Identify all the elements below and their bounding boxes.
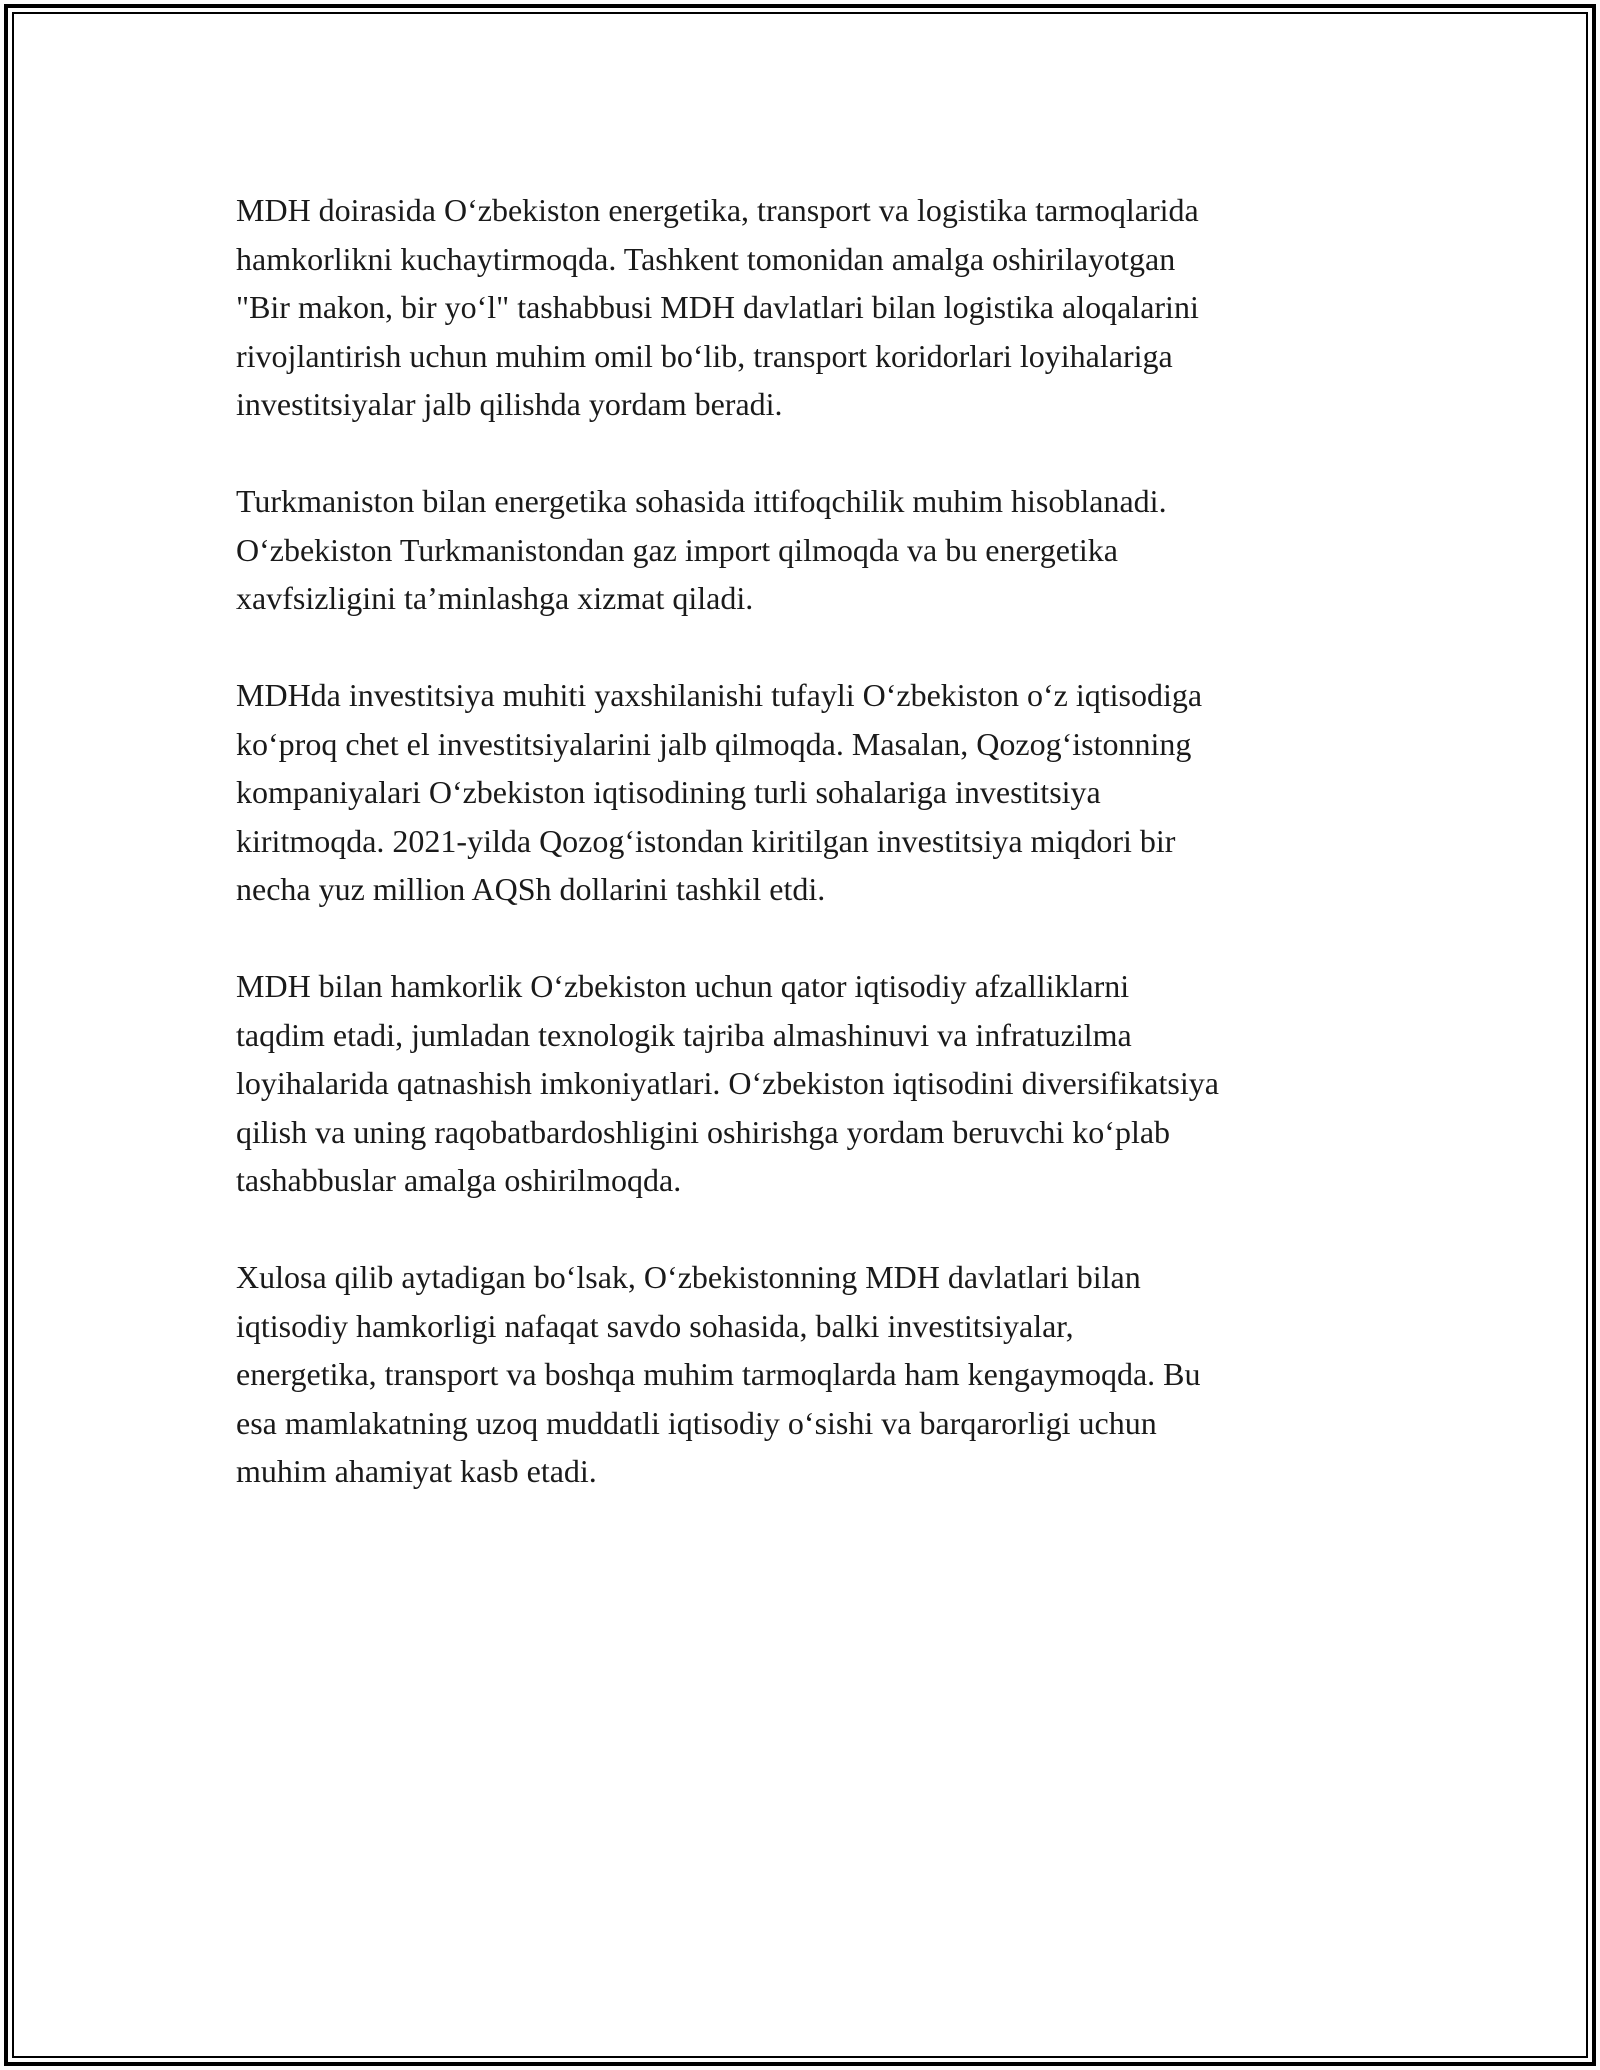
text-line: MDHda investitsiya muhiti yaxshilanishi tufayli O‘zbekiston o‘z iqtisodiga — [236, 677, 1203, 713]
text-line: MDH bilan hamkorlik O‘zbekiston uchun qator iqtisodiy afzalliklarni — [236, 968, 1130, 1004]
document-body — [236, 186, 1376, 1544]
text-line: loyihalarida qatnashish imkoniyatlari. O‘zbekiston iqtisodini diversifikatsiya — [236, 1065, 1219, 1101]
text-line: Turkmaniston bilan energetika sohasida ittifoqchilik muhim hisoblanadi. — [236, 483, 1167, 519]
text-line: tashabbuslar amalga oshirilmoqda. — [236, 1162, 682, 1198]
text-line: "Bir makon, bir yo‘l" tashabbusi MDH davlatlari bilan logistika aloqalarini — [236, 289, 1199, 325]
text-line: energetika, transport va boshqa muhim tarmoqlarda ham kengaymoqda. Bu — [236, 1356, 1201, 1392]
paragraph-cooperation-benefits — [236, 962, 1376, 1205]
text-line: Xulosa qilib aytadigan bo‘lsak, O‘zbekistonning MDH davlatlari bilan — [236, 1259, 1141, 1295]
text-line: kiritmoqda. 2021-yilda Qozog‘istondan kiritilgan investitsiya miqdori bir — [236, 822, 1176, 859]
text-line: O‘zbekiston Turkmanistondan gaz import qilmoqda va bu energetika — [236, 531, 1118, 568]
paragraph-turkmenistan-energy — [236, 477, 1376, 623]
text-line: ko‘proq chet el investitsiyalarini jalb qilmoqda. Masalan, Qozog‘istonning — [236, 725, 1192, 762]
text-line: kompaniyalari O‘zbekiston iqtisodining turli sohalariga investitsiya — [236, 774, 1101, 810]
text-line: qilish va uning raqobatbardoshligini oshirishga yordam beruvchi ko‘plab — [236, 1113, 1171, 1150]
paragraph-investment-climate — [236, 671, 1376, 914]
text-line: MDH doirasida O‘zbekiston energetika, transport va logistika tarmoqlarida — [236, 192, 1199, 228]
text-line: iqtisodiy hamkorligi nafaqat savdo sohasida, balki investitsiyalar, — [236, 1307, 1074, 1344]
text-line: investitsiyalar jalb qilishda yordam beradi. — [236, 386, 783, 422]
text-line: necha yuz million AQSh dollarini tashkil etdi. — [236, 871, 826, 907]
text-line: muhim ahamiyat kasb etadi. — [236, 1453, 597, 1489]
paragraph-cis-logistics — [236, 186, 1376, 429]
paragraph-conclusion — [236, 1253, 1376, 1496]
text-line: taqdim etadi, jumladan texnologik tajriba almashinuvi va infratuzilma — [236, 1016, 1132, 1053]
text-line: hamkorlikni kuchaytirmoqda. Tashkent tomonidan amalga oshirilayotgan — [236, 240, 1176, 277]
text-line: rivojlantirish uchun muhim omil bo‘lib, transport koridorlari loyihalariga — [236, 337, 1173, 374]
text-line: xavfsizligini ta’minlashga xizmat qiladi. — [236, 580, 754, 616]
text-line: esa mamlakatning uzoq muddatli iqtisodiy o‘sishi va barqarorligi uchun — [236, 1404, 1157, 1441]
